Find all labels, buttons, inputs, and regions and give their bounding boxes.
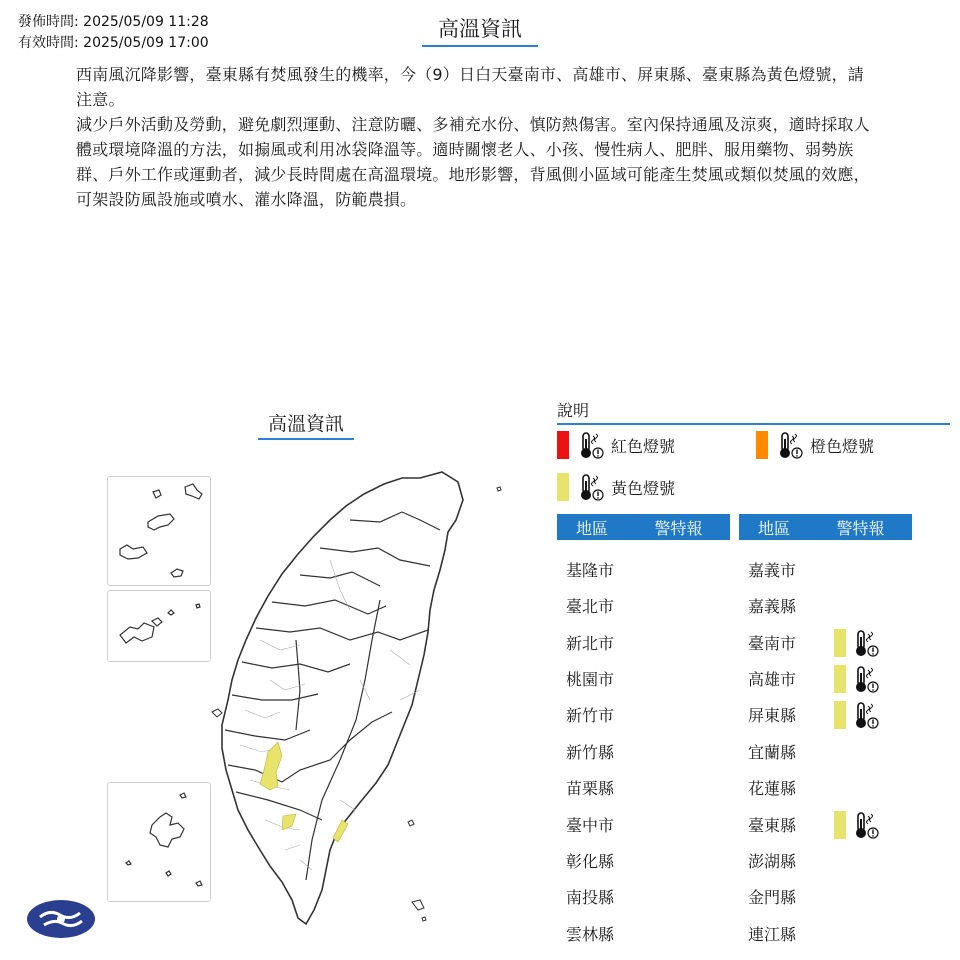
yellow-swatch <box>834 811 846 839</box>
yellow-swatch <box>834 629 846 657</box>
region-name: 澎湖縣 <box>748 852 797 871</box>
region-name: 屏東縣 <box>748 706 797 725</box>
region-name: 桃園市 <box>566 670 615 689</box>
region-name: 彰化縣 <box>566 852 615 871</box>
issue-time: 發佈時間: 2025/05/09 11:28 <box>18 14 209 30</box>
region-row <box>748 559 796 583</box>
region-row <box>566 814 614 838</box>
region-name: 基隆市 <box>566 561 615 580</box>
region-row <box>566 595 614 619</box>
legend-title: 說明 <box>557 400 950 425</box>
region-name: 嘉義縣 <box>748 597 797 616</box>
table-header-left <box>557 514 730 540</box>
region-row <box>566 777 614 801</box>
region-row <box>748 923 796 947</box>
region-row <box>566 850 614 874</box>
header-region: 地區 <box>575 518 608 538</box>
region-name: 宜蘭縣 <box>748 743 797 762</box>
region-row <box>566 559 614 583</box>
region-name: 新竹縣 <box>566 743 615 762</box>
page-title: 高溫資訊 <box>422 14 538 47</box>
region-name: 連江縣 <box>748 925 797 944</box>
region-row <box>748 886 796 910</box>
warning-indicator-tainan <box>834 628 886 658</box>
region-name: 臺南市 <box>748 634 797 653</box>
region-name: 臺東縣 <box>748 816 797 835</box>
description-paragraph-1: 西南風沉降影響，臺東縣有焚風發生的機率，今（9）日白天臺南市、高雄市、屏東縣、臺東縣為黃色燈號，請注意。 <box>76 65 864 109</box>
orange-swatch <box>756 431 768 459</box>
region-row <box>566 741 614 765</box>
region-name: 嘉義市 <box>748 561 797 580</box>
thermometer-heat-icon <box>577 472 605 502</box>
region-name: 新竹市 <box>566 706 615 725</box>
region-row <box>748 704 796 728</box>
description-paragraph-2: 減少戶外活動及勞動，避免劇烈運動、注意防曬、多補充水份、慎防熱傷害。室內保持通風及涼爽，適時採取人體或環境降溫的方法，如搧風或利用冰袋降溫等。適時關懷老人、小孩、慢性病人、肥胖、服用藥物、弱勢族群、戶外工作或運動者，減少長時間處在高溫環境。地形影響，背風側小區域可能產生焚風或類似焚風的效應，可架設防風設施或噴水、灌水降溫，防範農損。 <box>76 115 870 209</box>
region-row <box>748 777 796 801</box>
cwa-logo-icon <box>26 899 96 939</box>
legend-item-orange <box>756 430 874 460</box>
header-warning: 警特報 <box>654 518 703 538</box>
region-row <box>748 814 796 838</box>
yellow-swatch <box>557 473 569 501</box>
yellow-swatch <box>834 701 846 729</box>
region-name: 新北市 <box>566 634 615 653</box>
map-title: 高溫資訊 <box>258 410 354 440</box>
region-row <box>566 704 614 728</box>
region-name: 花蓮縣 <box>748 779 797 798</box>
region-name: 高雄市 <box>748 670 797 689</box>
legend-item-yellow <box>557 472 675 502</box>
warning-indicator-kaohsiung <box>834 664 886 694</box>
legend-label-red: 紅色燈號 <box>611 436 676 456</box>
legend-label-yellow: 黃色燈號 <box>611 478 676 498</box>
region-name: 南投縣 <box>566 888 615 907</box>
region-name: 臺北市 <box>566 597 615 616</box>
valid-time: 有效時間: 2025/05/09 17:00 <box>18 35 209 51</box>
taiwan-island-outline <box>222 472 463 924</box>
thermometer-heat-icon <box>852 700 880 730</box>
legend-item-red <box>557 430 675 460</box>
legend-label-orange: 橙色燈號 <box>810 436 875 456</box>
header-region: 地區 <box>757 518 790 538</box>
region-row <box>748 741 796 765</box>
region-name: 金門縣 <box>748 888 797 907</box>
table-header-right <box>739 514 912 540</box>
region-row <box>566 886 614 910</box>
region-name: 苗栗縣 <box>566 779 615 798</box>
region-row <box>748 632 796 656</box>
region-row <box>748 595 796 619</box>
region-row <box>566 668 614 692</box>
red-swatch <box>557 431 569 459</box>
region-row <box>566 632 614 656</box>
thermometer-heat-icon <box>852 628 880 658</box>
region-name: 臺中市 <box>566 816 615 835</box>
region-name: 雲林縣 <box>566 925 615 944</box>
yellow-swatch <box>834 665 846 693</box>
header-warning: 警特報 <box>836 518 885 538</box>
region-row <box>748 668 796 692</box>
region-row <box>566 923 614 947</box>
thermometer-heat-icon <box>776 430 804 460</box>
warning-indicator-taitung <box>834 810 886 840</box>
warning-indicator-pingtung <box>834 700 886 730</box>
thermometer-heat-icon <box>577 430 605 460</box>
thermometer-heat-icon <box>852 664 880 694</box>
region-row <box>748 850 796 874</box>
thermometer-heat-icon <box>852 810 880 840</box>
